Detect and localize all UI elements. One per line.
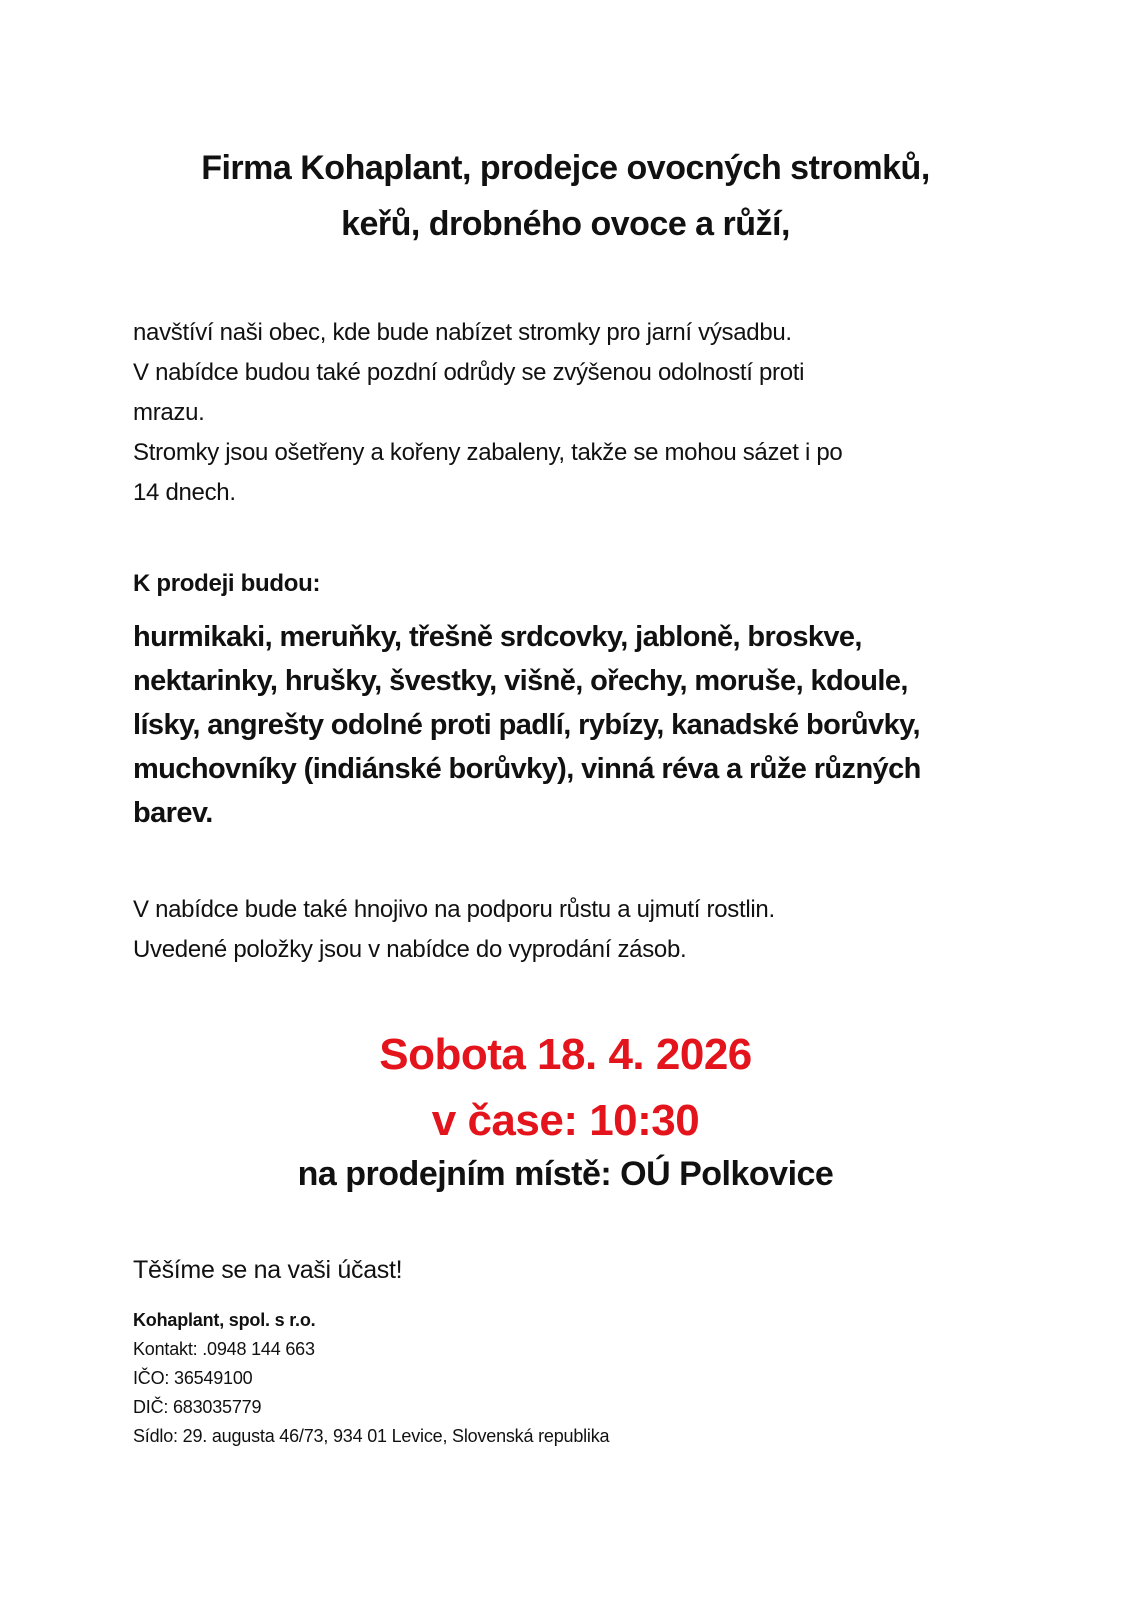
sale-items-line: nektarinky, hrušky, švestky, višně, ořechy, moruše, kdoule, — [133, 665, 908, 697]
company-ico: IČO: 36549100 — [133, 1368, 253, 1388]
event-datetime — [0, 1022, 1131, 1154]
sale-items-line: lísky, angrešty odolné proti padlí, rybízy, kanadské borůvky, — [133, 709, 920, 741]
sale-items-line: barev. — [133, 797, 213, 829]
intro-line: navštíví naši obec, kde bude nabízet stromky pro jarní výsadbu. — [133, 319, 792, 346]
greeting: Těšíme se na vaši účast! — [133, 1256, 403, 1284]
extra-info — [133, 890, 775, 970]
event-time: v čase: 10:30 — [431, 1096, 700, 1145]
event-place: na prodejním místě: OÚ Polkovice — [297, 1155, 834, 1193]
intro-paragraph — [133, 313, 993, 513]
company-address: Sídlo: 29. augusta 46/73, 934 01 Levice, Slovenská republika — [133, 1426, 610, 1446]
intro-line: 14 dnech. — [133, 479, 236, 506]
title-line-2: keřů, drobného ovoce a růží, — [341, 205, 790, 243]
intro-line: mrazu. — [133, 399, 205, 426]
company-contact: Kontakt: .0948 144 663 — [133, 1339, 315, 1359]
sale-heading: K prodeji budou: — [133, 570, 321, 597]
extra-line: Uvedené položky jsou v nabídce do vyprodání zásob. — [133, 936, 687, 963]
intro-line: V nabídce budou také pozdní odrůdy se zvýšenou odolností proti — [133, 359, 805, 386]
intro-line: Stromky jsou ošetřeny a kořeny zabaleny, takže se mohou sázet i po — [133, 439, 843, 466]
company-dic: DIČ: 683035779 — [133, 1397, 262, 1417]
sale-items-line: hurmikaki, meruňky, třešně srdcovky, jabloně, broskve, — [133, 621, 862, 653]
event-date: Sobota 18. 4. 2026 — [379, 1030, 752, 1079]
sale-items-line: muchovníky (indiánské borůvky), vinná réva a růže různých — [133, 753, 921, 785]
company-info — [133, 1306, 609, 1451]
flyer-title — [0, 140, 1131, 252]
sale-items-list — [133, 615, 1033, 835]
company-name: Kohaplant, spol. s r.o. — [133, 1310, 316, 1330]
title-line-1: Firma Kohaplant, prodejce ovocných stromků, — [201, 149, 930, 187]
extra-line: V nabídce bude také hnojivo na podporu růstu a ujmutí rostlin. — [133, 896, 775, 923]
